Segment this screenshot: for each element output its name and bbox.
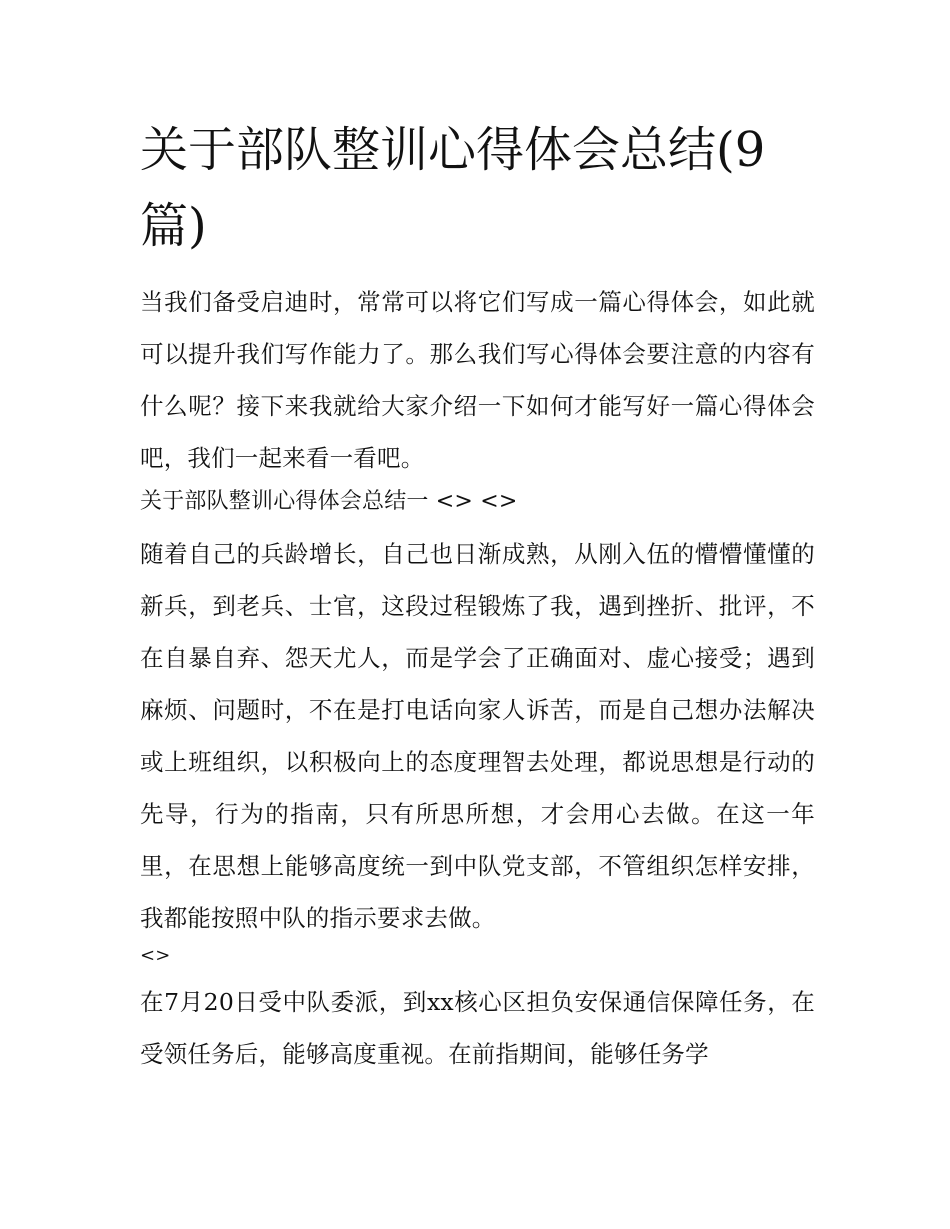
section-marker: <> [140,945,171,966]
body-paragraph-2: 在7月20日受中队委派，到xx核心区担负安保通信保障任务，在受领任务后，能够高度重视。在前指期间，能够任务学 [140,988,815,1068]
section-heading: 关于部队整训心得体会总结一 <> <> [140,489,518,514]
body-paragraph-1: 随着自己的兵龄增长，自己也日渐成熟，从刚入伍的懵懵懂懂的新兵，到老兵、士官，这段过程锻炼了我，遇到挫折、批评，不在自暴自弃、怨天尤人，而是学会了正确面对、虚心接受；遇到麻烦、问题时，不在是打电话向家人诉苦，而是自己想办法解决或上班组织，以积极向上的态度理智去处理，都说思想是行动的先导，行为的指南，只有所思所想，才会用心去做。在这一年里，在思想上能够高度统一到中队党支部，不管组织怎样安排，我都能按照中队的指示要求去做。 [140,540,815,932]
document-title: 关于部队整训心得体会总结(9篇) [140,122,766,254]
intro-paragraph: 当我们备受启迪时，常常可以将它们写成一篇心得体会，如此就可以提升我们写作能力了。那么我们写心得体会要注意的内容有什么呢？接下来我就给大家介绍一下如何才能写好一篇心得体会吧，我们一起来看一看吧。 [140,288,815,472]
